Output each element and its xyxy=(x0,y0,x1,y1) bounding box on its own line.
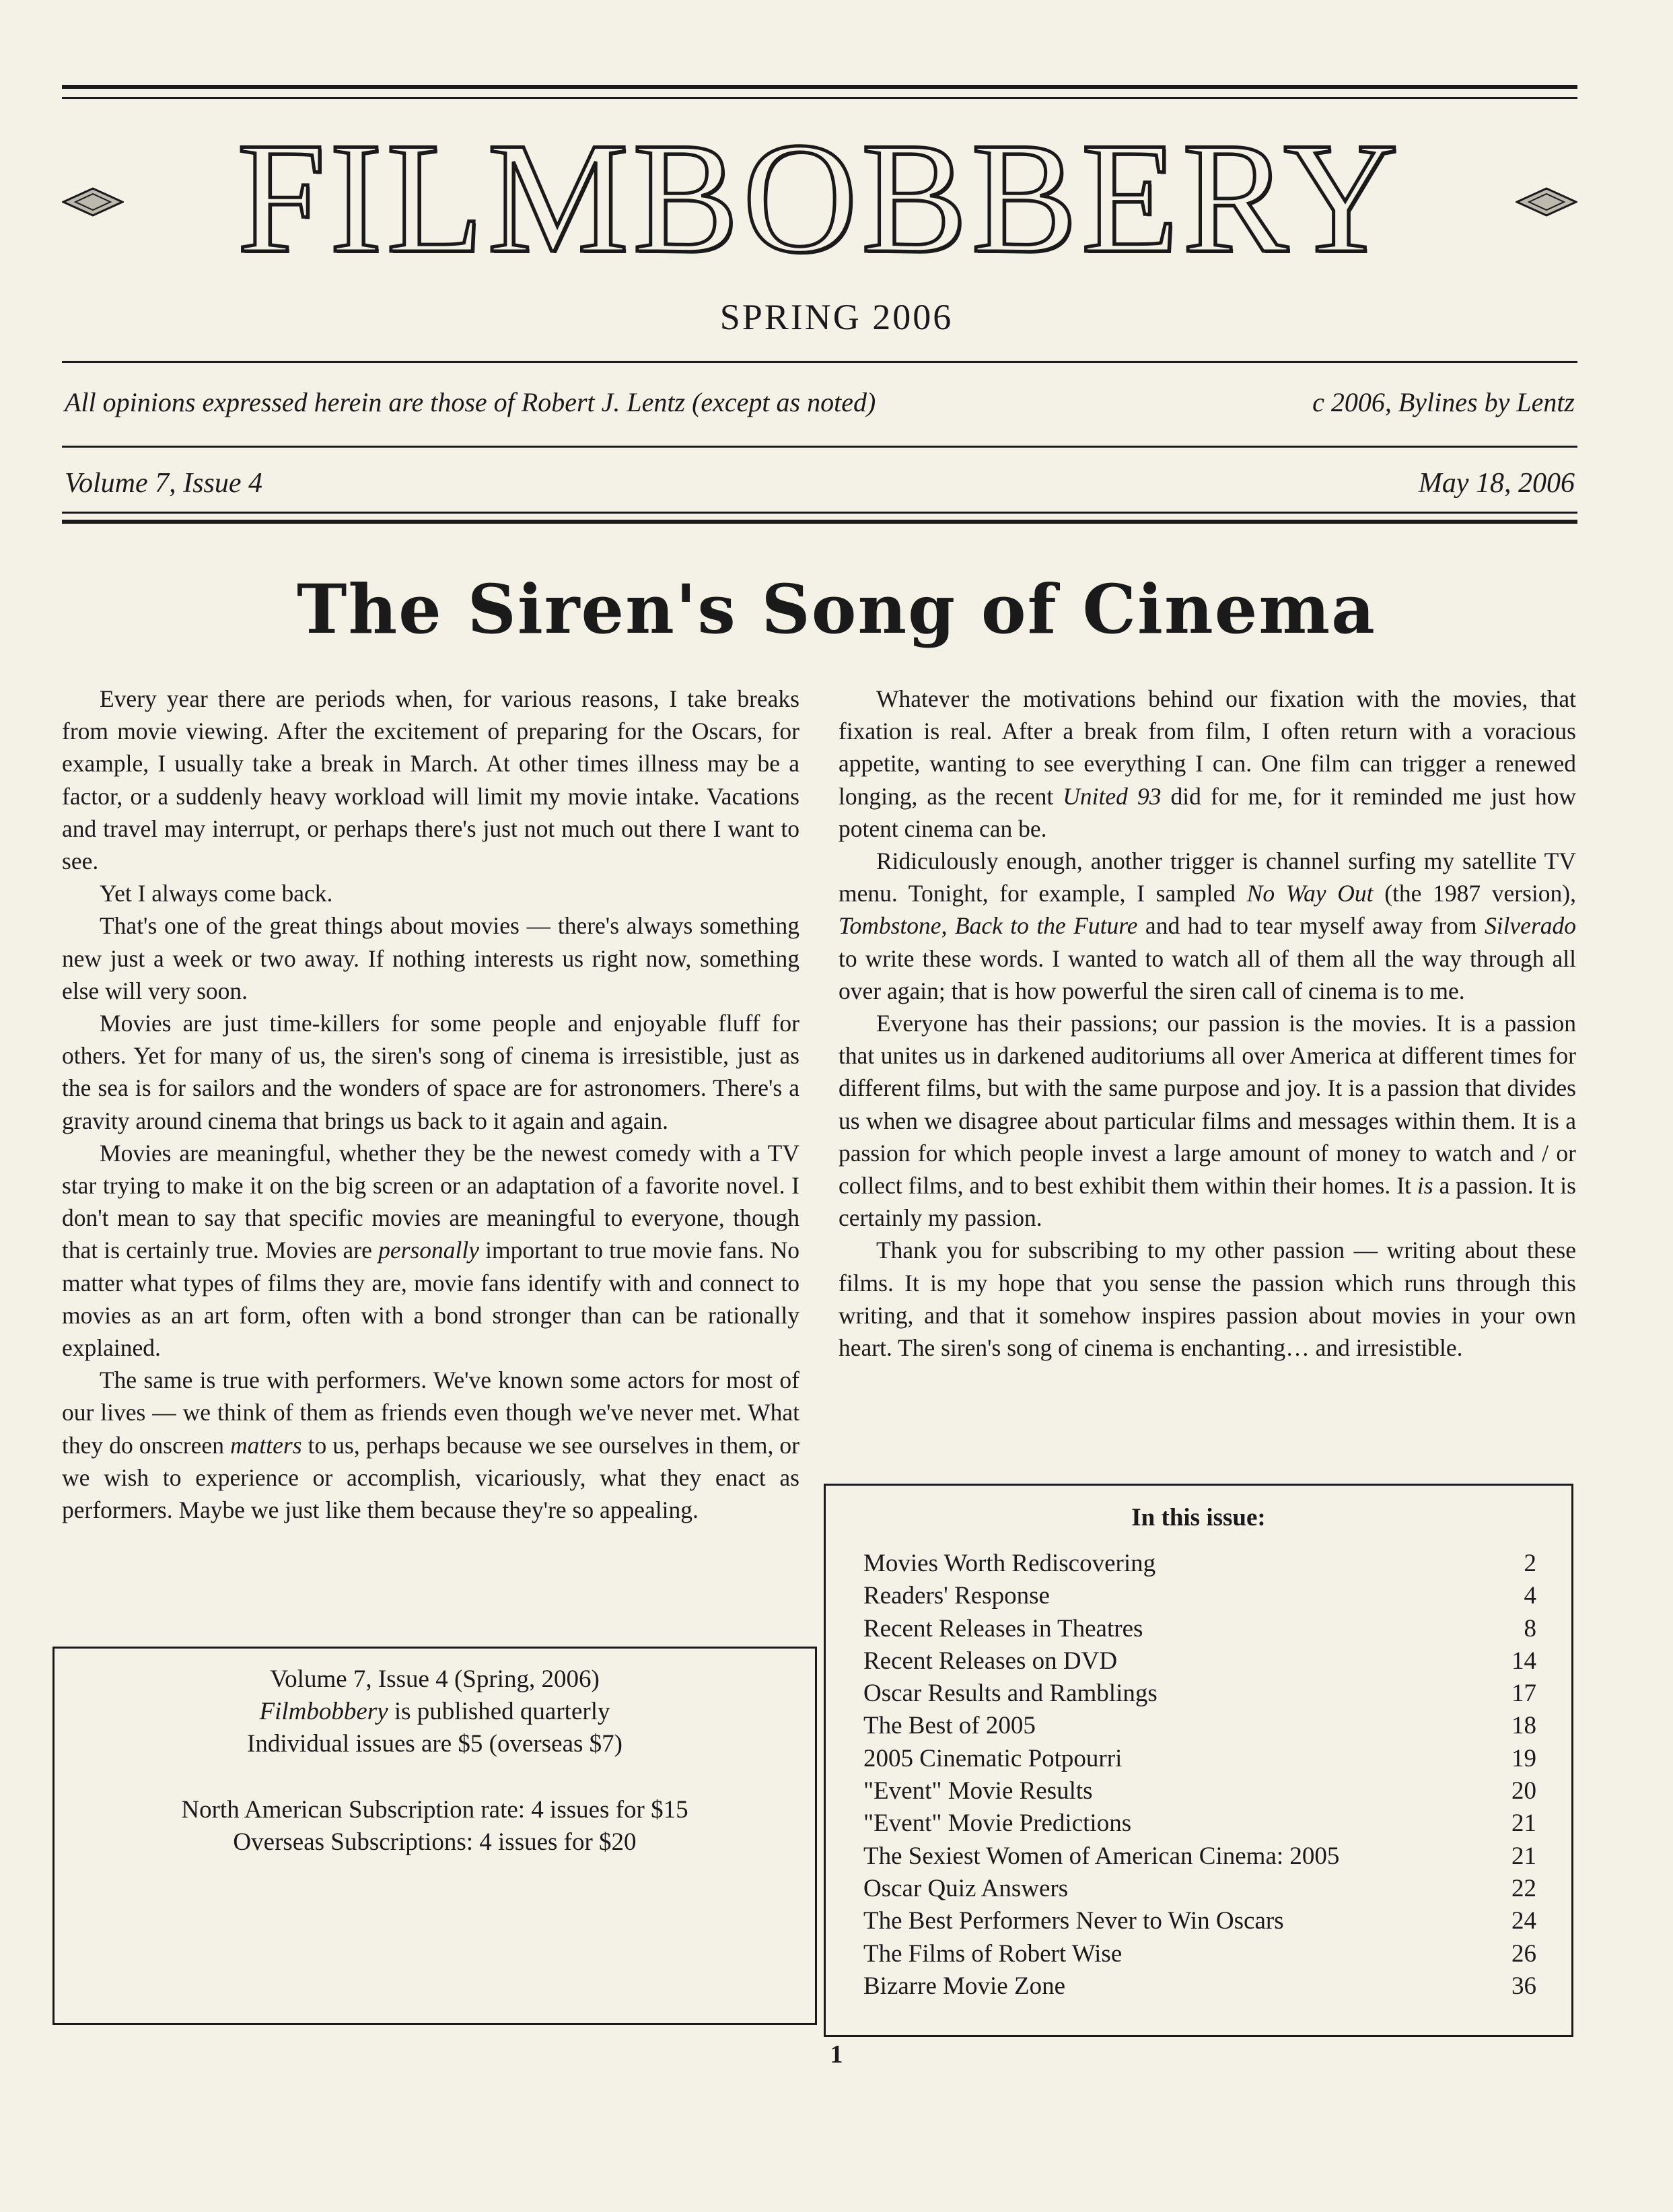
disclaimer-text: All opinions expressed herein are those of Robert J. Lentz (except as noted) xyxy=(65,387,876,417)
rule-above-article-thin xyxy=(62,512,1577,514)
contents-item: Bizarre Movie Zone 36 xyxy=(863,1972,1536,2000)
contents-item: The Best of 2005 18 xyxy=(863,1712,1536,1740)
contents-item: 2005 Cinematic Potpourri 19 xyxy=(863,1744,1536,1772)
contents-item: The Best Performers Never to Win Oscars 24 xyxy=(863,1907,1536,1935)
contents-item: Recent Releases in Theatres 8 xyxy=(863,1614,1536,1643)
contents-item: "Event" Movie Predictions 21 xyxy=(863,1809,1536,1838)
contents-box xyxy=(824,1484,1573,2037)
contents-item: Readers' Response 4 xyxy=(863,1582,1536,1610)
sub-na-rate-line: North American Subscription rate: 4 issues for $15 xyxy=(181,1796,688,1824)
contents-item: Oscar Results and Ramblings 17 xyxy=(863,1680,1536,1708)
paragraph: Thank you for subscribing to my other passion — writing about these films. It is my hope that you sense the passion which runs through this writing, and that it somehow inspires passion about movies in your own heart. The siren's song of cinema is enchanting… and irresistible. xyxy=(839,1237,1576,1362)
contents-heading: In this issue: xyxy=(1131,1504,1266,1531)
rule-under-byline xyxy=(62,446,1577,448)
contents-item: The Films of Robert Wise 26 xyxy=(863,1939,1536,1968)
sub-price-line: Individual issues are $5 (overseas $7) xyxy=(247,1730,622,1758)
paragraph: Every year there are periods when, for various reasons, I take breaks from movie viewing. After the excitement of preparing for the Oscars, for example, I usually take a break in March. At other times illness may be a factor, or a suddenly heavy workload will limit my movie intake. Vacations and travel may interrupt, or perhaps there's just not much out there I want to see. xyxy=(62,685,799,875)
sub-overseas-line: Overseas Subscriptions: 4 issues for $20 xyxy=(233,1828,637,1856)
paragraph: Whatever the motivations behind our fixation with the movies, that fixation is real. After a break from film, I often return with a voracious appetite, wanting to see everything I can. One film can trigger a renewed longing, as the recent United 93 did for me, for it reminded me just how potent cinema can be. xyxy=(839,685,1577,842)
copyright-text: c 2006, Bylines by Lentz xyxy=(1312,387,1575,417)
rule-above-article-thick xyxy=(62,520,1577,524)
sub-volume-line: Volume 7, Issue 4 (Spring, 2006) xyxy=(270,1665,600,1693)
article-headline: The Siren's Song of Cinema xyxy=(297,569,1376,649)
issue-season: SPRING 2006 xyxy=(719,297,954,337)
top-rule-thick xyxy=(62,85,1577,89)
page-number: 1 xyxy=(830,2040,843,2069)
volume-issue: Volume 7, Issue 4 xyxy=(65,468,262,499)
newsletter-title: FILMBOBBERY xyxy=(237,110,1402,286)
contents-item: Oscar Quiz Answers 22 xyxy=(863,1874,1536,1902)
article-column-right xyxy=(839,683,1576,1364)
paragraph: Movies are meaningful, whether they be the newest comedy with a TV star trying to make it on the big screen or an adaptation of a favorite novel. I don't mean to say that specific movies are meaningful to everyone, though that is certainly true. Movies are personally important to true movie fans. No matter what types of films they are, movie fans identify with and connect to movies as an art form, often with a bond stronger than can be rationally explained. xyxy=(62,1139,799,1362)
paragraph: Everyone has their passions; our passion is the movies. It is a passion that unites us in darkened auditoriums all over America at different times for different films, but with the same purpose and joy. It is a passion that divides us when we disagree about particular films and messages within them. It is a passion for which people invest a large amount of money to watch and / or collect films, and to best exhibit them within their homes. It is a passion. It is certainly my passion. xyxy=(839,1010,1576,1232)
article-column-left xyxy=(62,683,799,1526)
paragraph: That's one of the great things about movies — there's always something new just a week or two away. If nothing interests us right now, something else will very soon. xyxy=(62,912,799,1004)
subscription-info-box xyxy=(52,1647,817,2025)
contents-item: The Sexiest Women of American Cinema: 2005 21 xyxy=(863,1842,1536,1870)
contents-item: "Event" Movie Results 20 xyxy=(863,1777,1536,1805)
masthead xyxy=(62,108,1577,289)
sub-published-line: Filmbobbery is published quarterly xyxy=(259,1698,610,1725)
contents-item: Recent Releases on DVD 14 xyxy=(863,1647,1536,1675)
paragraph: The same is true with performers. We've known some actors for most of our lives — we think of them as friends even though we've never met. What they do onscreen matters to us, perhaps because we see ourselves in them, or we wish to experience or accomplish, vicariously, what they enact as performers. Maybe we just like them because they're so appealing. xyxy=(62,1367,799,1524)
contents-item: Movies Worth Rediscovering 2 xyxy=(863,1550,1536,1577)
right-diamond-ornament xyxy=(1516,187,1577,217)
top-rule-thin xyxy=(62,97,1577,99)
contents-list xyxy=(863,1548,1536,2003)
paragraph: Movies are just time-killers for some people and enjoyable fluff for others. Yet for many of us, the siren's song of cinema is irresistible, just as the sea is for sailors and the wonders of space are for astronomers. There's a gravity around cinema that brings us back to it again and again. xyxy=(62,1010,799,1134)
paragraph: Ridiculously enough, another trigger is channel surfing my satellite TV menu. Tonight, for example, I sampled No Way Out (the 1987 version), Tombstone, Back to the Future and had to tear myself away from Silverado to write these words. I wanted to watch all of them all the way through all over again; that is how powerful the siren call of cinema is to me. xyxy=(839,848,1577,1004)
issue-date: May 18, 2006 xyxy=(1418,468,1575,499)
paragraph: Yet I always come back. xyxy=(100,880,333,907)
rule-under-season xyxy=(62,361,1577,363)
